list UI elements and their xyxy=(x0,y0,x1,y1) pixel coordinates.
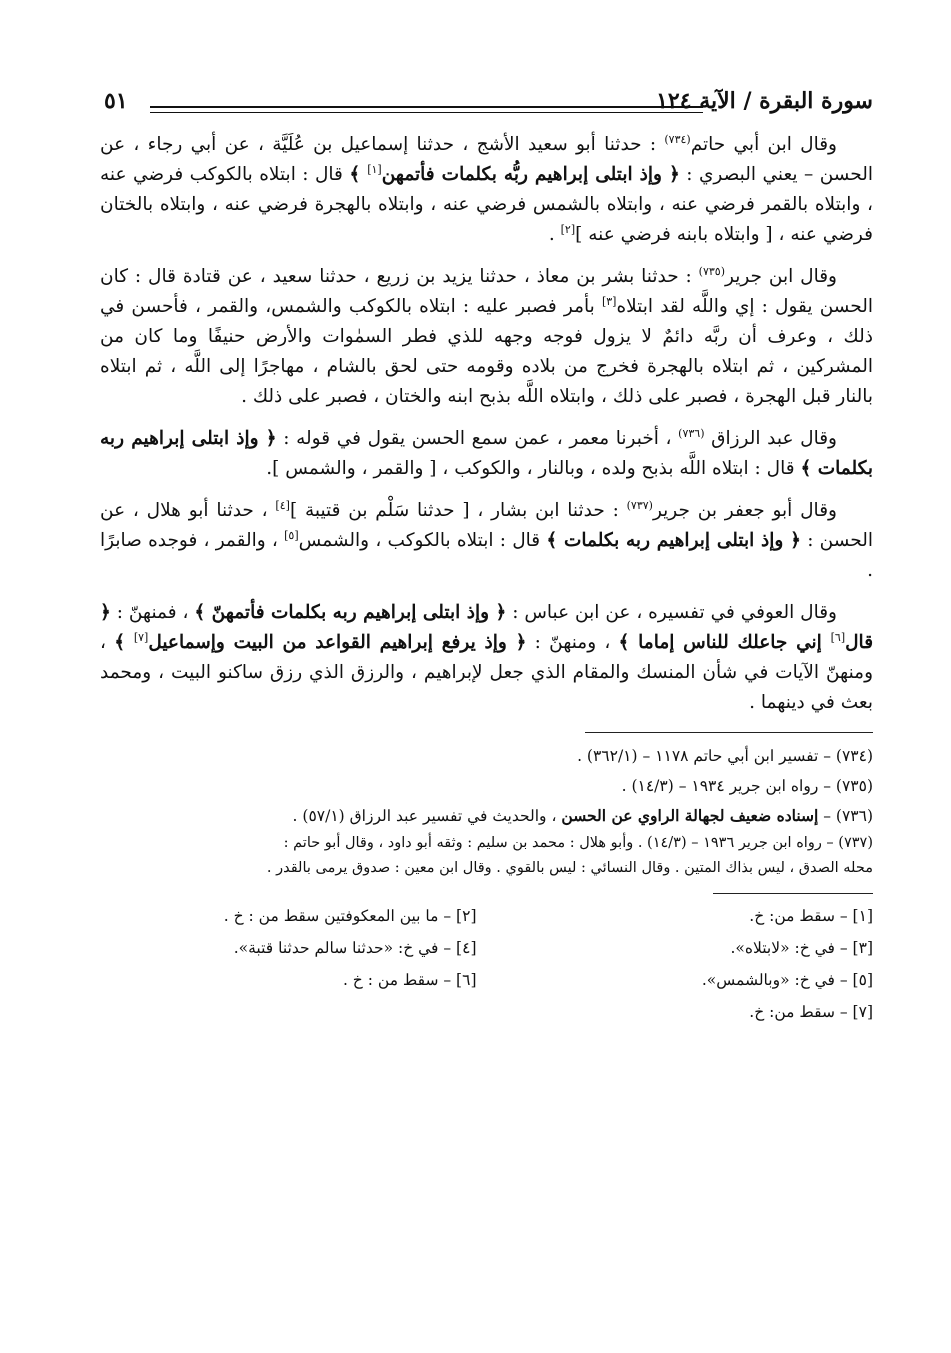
note-2: [٢] – ما بين المعكوفتين سقط من : خ . xyxy=(223,907,477,925)
hadith-number: (٧٣٤) xyxy=(664,132,691,146)
note-7: [٧] – سقط من: خ. xyxy=(749,1003,873,1021)
text: ، ومنهنّ الآيات في شأن المنسك والمقام الذي جعل لإبراهيم ، والرزق الذي رزق ساكنو البيت ، ومحمد بعث في دينهما . xyxy=(100,632,873,713)
note-3: [٣] – في خ: «لابتلاه». xyxy=(730,939,873,957)
page-number: ٥١ xyxy=(104,88,128,114)
book-page xyxy=(100,88,873,1293)
text: ، أخبرنا معمر ، عمن سمع الحسن يقول في قوله : xyxy=(276,428,679,449)
note-ref: [٣] xyxy=(601,294,617,308)
footnote-737: (٧٣٧) – رواه ابن جرير ١٩٣٦ – (١٤/٣) . وأبو هلال : محمد بن سليم : وثقه أبو داود ، وقال أبو حاتم : xyxy=(283,835,873,851)
note-1: [١] – سقط من: خ. xyxy=(749,907,873,925)
text: (٧٣٦) – xyxy=(818,807,873,825)
manuscript-notes xyxy=(100,900,873,1028)
text: وقال العوفي في تفسيره ، عن ابن عباس : xyxy=(506,602,837,623)
text: . xyxy=(548,224,561,245)
quran-bracket: ﴾ xyxy=(349,164,368,185)
footnote-737-continued: محله الصدق ، ليس بذاك المتين . وقال النسائي : ليس بالقوي . وقال ابن معين : صدوق يرمى بالقدر . xyxy=(266,860,873,876)
quran-verse: ﴿ قال xyxy=(100,602,874,653)
text: ، حدثنا أبو هلال ، عن الحسن : xyxy=(100,500,873,551)
notes-separator xyxy=(713,893,873,894)
quran-verse: ﴿ وإذ ابتلى إبراهيم ربه بكلمات فأتمهنّ ﴾ xyxy=(194,602,507,623)
text: ، فمنهنّ : xyxy=(110,602,195,623)
hadith-number: (٧٣٦) xyxy=(678,426,705,440)
hadith-footnotes xyxy=(100,741,873,881)
text: : حدثنا ابن بشار ، [ حدثنا سَلْم بن قتيبة ] xyxy=(289,500,627,521)
text: : حدثنا أبو سعيد الأشج ، حدثنا إسماعيل بن عُلَيَّة ، عن أبي رجاء ، عن الحسن – يعني البصري : xyxy=(100,134,874,185)
note-ref: [٤] xyxy=(275,498,290,512)
text: وقال ابن أبي حاتم xyxy=(690,134,837,155)
hadith-number: (٧٣٥) xyxy=(698,264,725,278)
quran-verse: ﴿ وإذ ابتلى إبراهيم ربُّه بكلمات فأتمهن xyxy=(381,164,680,185)
quran-bracket: ﴾ xyxy=(114,632,134,653)
running-title: سورة البقرة / الآية ١٢٤ xyxy=(656,88,873,114)
text: ، والقمر ، فوجده صابرًا . xyxy=(100,530,873,581)
footnote-734: (٧٣٤) – تفسير ابن أبي حاتم ١١٧٨ – (٣٦٢/١) . xyxy=(577,747,873,765)
footnote-separator xyxy=(585,732,873,733)
quran-verse: إني جاعلك للناس إماما ﴾ xyxy=(618,632,831,653)
text: ، ومنهنّ : xyxy=(526,632,619,653)
paragraph-abu-jafar xyxy=(100,496,873,586)
text: قال : ابتلاه بالكوكب ، والشمس xyxy=(298,530,547,551)
paragraph-ibn-abi-hatim xyxy=(100,130,873,250)
note-ref: [١] xyxy=(367,162,382,176)
text: قال : ابتلاه بالكوكب فرضي عنه ، وابتلاه بالقمر فرضي عنه ، وابتلاه بالشمس فرضي عنه ، وابتلاه بالهجرة فرضي عنه ، وابتلاه بالختان فرضي عنه ، [ وابتلاه بابنه فرضي عنه ] xyxy=(100,164,873,245)
note-ref: [٦] xyxy=(830,630,846,644)
text: وقال أبو جعفر بن جرير xyxy=(652,500,837,521)
quran-verse: ﴿ وإذ ابتلى إبراهيم ربه بكلمات ﴾ xyxy=(100,428,873,479)
paragraph-al-awfi xyxy=(100,598,873,718)
note-5: [٥] – في خ: «وبالشمس». xyxy=(701,971,873,989)
text: ، والحديث في تفسير عبد الرزاق (٥٧/١) . xyxy=(292,807,562,825)
page-header xyxy=(100,88,873,122)
footnote-735: (٧٣٥) – رواه ابن جرير ١٩٣٤ – (١٤/٣) . xyxy=(621,777,873,795)
footnote-736 xyxy=(100,801,873,831)
note-ref: [٥] xyxy=(284,528,299,542)
text: قال : ابتلاه اللَّه بذبح ولده ، وبالنار ، والكوكب ، [ والقمر ، والشمس ]. xyxy=(266,458,801,479)
hadith-number: (٧٣٧) xyxy=(626,498,653,512)
paragraph-abd-al-razzaq xyxy=(100,424,873,484)
grading-text: إسناده ضعيف لجهالة الراوي عن الحسن xyxy=(561,806,819,825)
text: وقال ابن جرير xyxy=(724,266,837,287)
note-ref: [٧] xyxy=(133,630,149,644)
text: : حدثنا بشر بن معاذ ، حدثنا يزيد بن زريع ، حدثنا سعيد ، عن قتادة قال : كان الحسن يقول : إي واللَّه لقد ابتلاه xyxy=(100,266,874,317)
quran-verse: ﴿ وإذ ابتلى إبراهيم ربه بكلمات ﴾ xyxy=(546,530,801,551)
note-ref: [٢] xyxy=(560,222,576,236)
text: بأمر فصبر عليه : ابتلاه بالكوكب والشمس، والقمر ، فأحسن في ذلك ، وعرف أن ربَّه دائمٌ لا يزول فوجه وجهه للذي فطر السمٰوات والأرض حنيفًا وما كان من المشركين ، ثم ابتلاه بالهجرة فخرج من بلاده وقومه حتى لحق بالشام ، مهاجرًا إلى اللَّه ، ثم ابتلاه بالنار قبل الهجرة ، فصبر على ذلك ، وابتلاه اللَّه بذبح ابنه والختان ، فصبر على ذلك . xyxy=(100,296,873,407)
text: وقال عبد الرزاق xyxy=(704,428,837,449)
paragraph-ibn-jarir xyxy=(100,262,873,412)
note-4: [٤] – في خ: «حدثنا سالم حدثنا قتبة». xyxy=(233,939,477,957)
note-6: [٦] – سقط من : خ . xyxy=(342,971,477,989)
header-rule xyxy=(150,106,703,113)
quran-verse: ﴿ وإذ يرفع إبراهيم القواعد من البيت وإسماعيل xyxy=(148,632,527,653)
